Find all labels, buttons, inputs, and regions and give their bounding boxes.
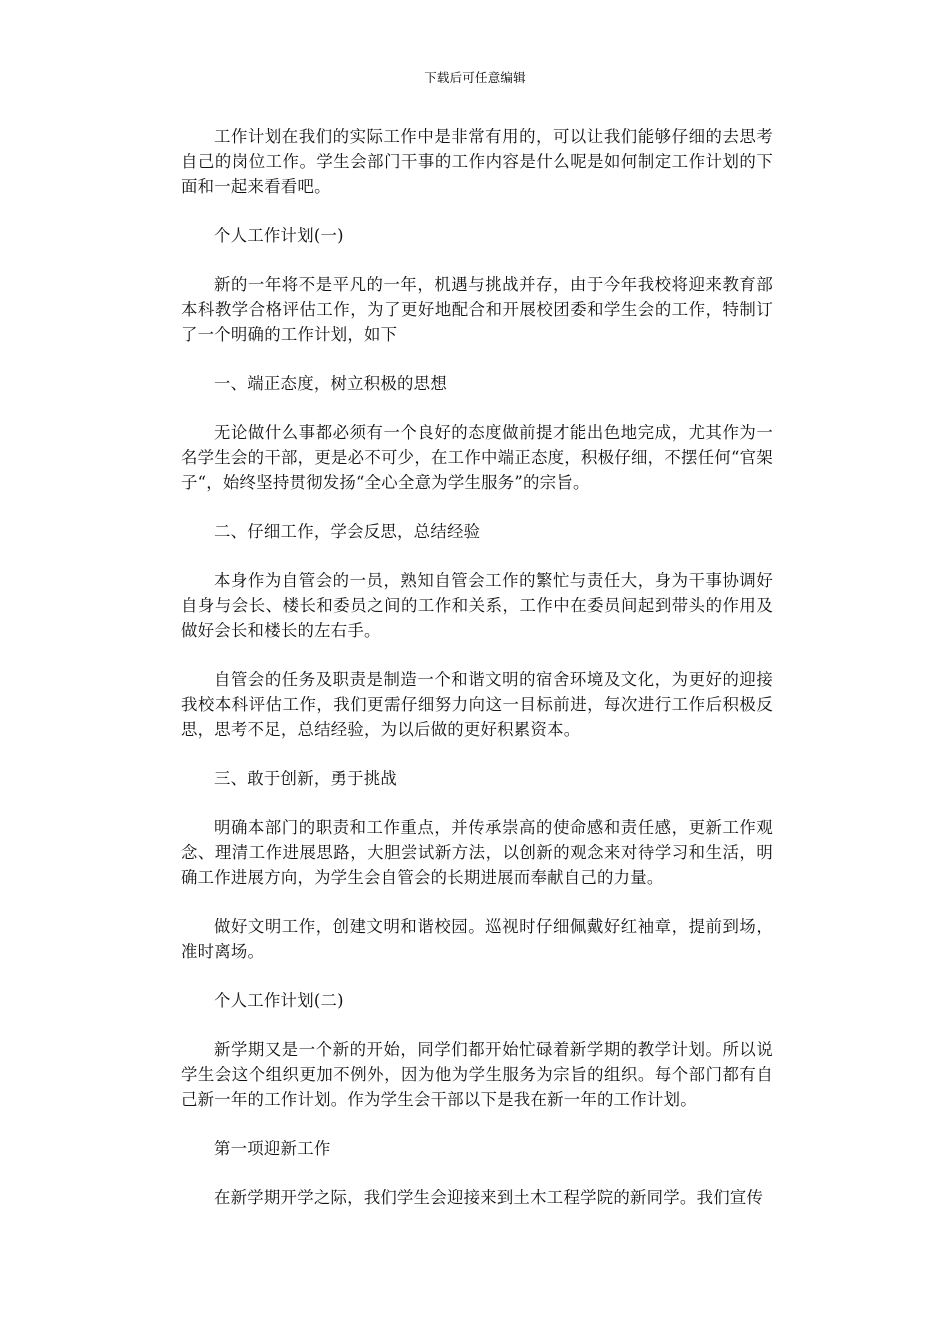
- paragraph: 做好文明工作，创建文明和谐校园。巡视时仔细佩戴好红袖章，提前到场，准时离场。: [181, 917, 773, 961]
- paragraph: 明确本部门的职责和工作重点，并传承崇高的使命感和责任感，更新工作观念、理清工作进展思路，大胆尝试新方法，以创新的观念来对待学习和生活，明确工作进展方向，为学生会自管会的长期进展而奉献自己的力量。: [181, 818, 773, 887]
- subheading-reflection: 二、仔细工作，学会反思，总结经验: [214, 522, 481, 541]
- subheading-innovation: 三、敢于创新，勇于挑战: [214, 769, 398, 788]
- paragraph: 本身作为自管会的一员，熟知自管会工作的繁忙与责任大，身为干事协调好自身与会长、楼长和委员之间的工作和关系，工作中在委员间起到带头的作用及做好会长和楼长的左右手。: [181, 571, 773, 640]
- paragraph: 自管会的任务及职责是制造一个和谐文明的宿舍环境及文化，为更好的迎接我校本科评估工作，我们更需仔细努力向这一目标前进，每次进行工作后积极反思，思考不足，总结经验，为以后做的更好积累资本。: [181, 670, 773, 739]
- section-title-plan-1: 个人工作计划(一): [214, 226, 344, 245]
- subheading-welcome: 第一项迎新工作: [214, 1139, 331, 1158]
- section-title-plan-2: 个人工作计划(二): [214, 991, 344, 1010]
- paragraph: 新学期又是一个新的开始，同学们都开始忙碌着新学期的教学计划。所以说学生会这个组织更加不例外，因为他为学生服务为宗旨的组织。每个部门都有自己新一年的工作计划。作为学生会干部以下是我在新一年的工作计划。: [181, 1040, 773, 1109]
- paragraph: 新的一年将不是平凡的一年，机遇与挑战并存，由于今年我校将迎来教育部本科教学合格评估工作，为了更好地配合和开展校团委和学生会的工作，特制订了一个明确的工作计划，如下: [181, 275, 773, 344]
- paragraph: 无论做什么事都必须有一个良好的态度做前提才能出色地完成，尤其作为一名学生会的干部，更是必不可少，在工作中端正态度，积极仔细，不摆任何“官架子“，始终坚持贯彻发扬“全心全意为学生服务”的宗旨。: [181, 423, 773, 492]
- document-body: [181, 124, 773, 1234]
- page-header: 下载后可任意编辑: [424, 70, 526, 85]
- paragraph: 在新学期开学之际，我们学生会迎接来到土木工程学院的新同学。我们宣传: [214, 1188, 764, 1207]
- intro-paragraph: 工作计划在我们的实际工作中是非常有用的，可以让我们能够仔细的去思考自己的岗位工作。学生会部门干事的工作内容是什么呢是如何制定工作计划的下面和一起来看看吧。: [181, 127, 773, 196]
- subheading-attitude: 一、端正态度，树立积极的思想: [214, 374, 447, 393]
